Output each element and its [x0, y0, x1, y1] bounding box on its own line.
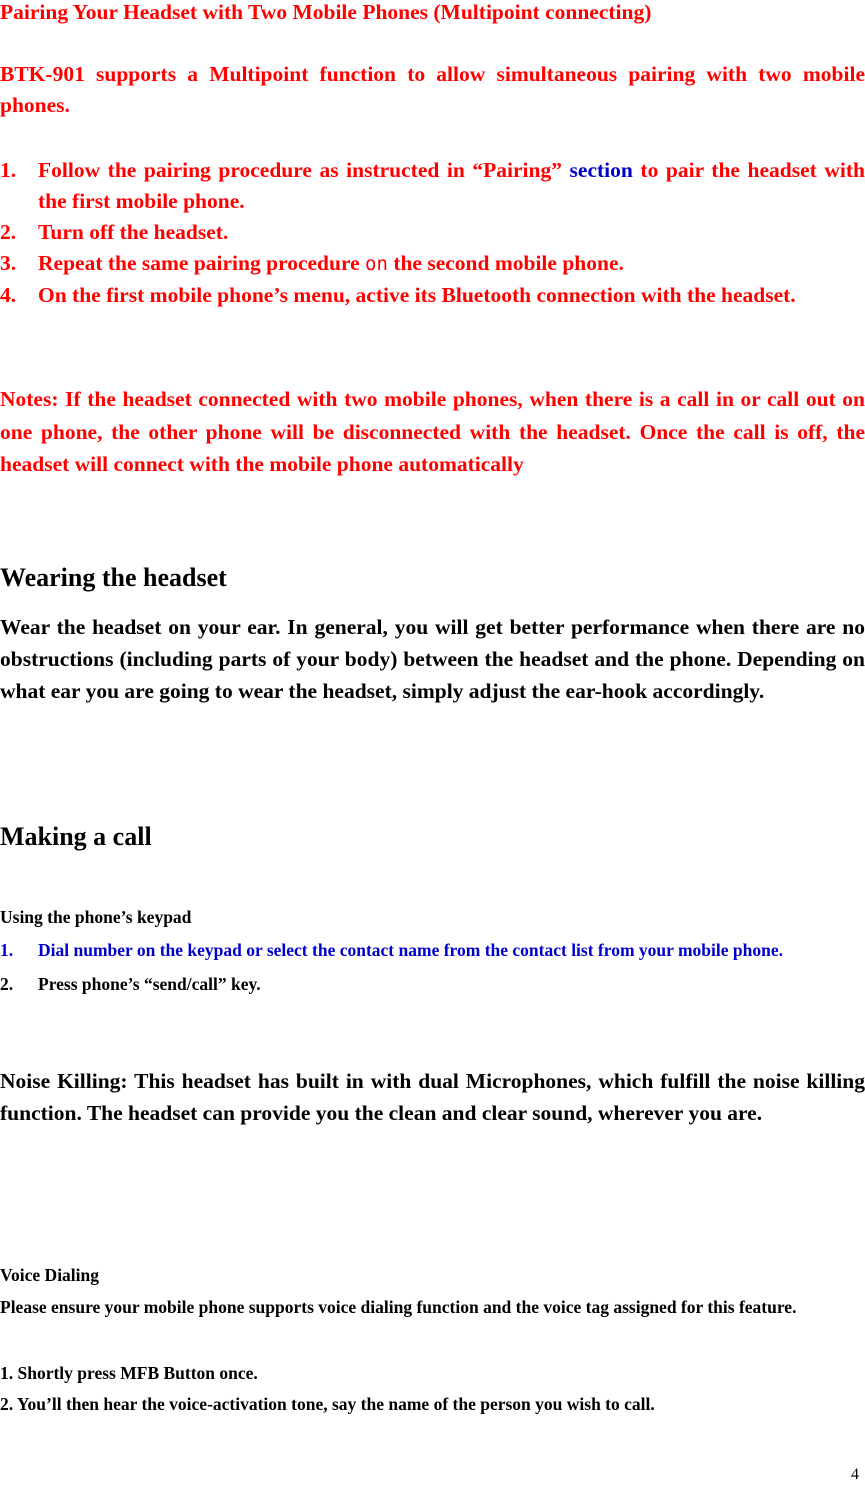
step-text: Dial number on the keypad or select the contact name from the contact list from your mobile phone.	[38, 940, 783, 960]
step-text-mono: on	[365, 253, 388, 275]
step-number: 1.	[0, 940, 14, 960]
step-text-end: the second mobile phone.	[387, 251, 624, 275]
section-link[interactable]: section	[569, 158, 633, 182]
pairing-steps	[0, 155, 865, 311]
pairing-title: Pairing Your Headset with Two Mobile Phones (Multipoint connecting)	[0, 0, 652, 24]
step-text-end: to pair the headset with the first mobile phone.	[38, 158, 865, 213]
call-step-2	[0, 968, 865, 1001]
step-number: 2.	[0, 220, 17, 244]
step-text: Press phone’s “send/call” key.	[38, 974, 261, 994]
step-number: 2.	[0, 974, 14, 994]
keypad-subheading: Using the phone’s keypad	[0, 907, 192, 927]
pairing-step-3	[0, 248, 865, 280]
step-text: On the first mobile phone’s menu, active its Bluetooth connection with the headset.	[38, 283, 796, 307]
pairing-step-2	[0, 217, 865, 248]
wearing-body: Wear the headset on your ear. In general, you will get better performance when there are no obstructions (including parts of your body) between the headset and the phone. Depending on what ear you are going to wear the headset, simply adjust the ear-hook accordingly.	[0, 615, 865, 703]
pairing-step-1	[0, 155, 865, 217]
step-number: 3.	[0, 251, 17, 275]
voice-heading: Voice Dialing	[0, 1265, 100, 1285]
call-step-1	[0, 934, 865, 967]
pairing-intro: BTK-901 supports a Multipoint function to allow simultaneous pairing with two mobile phones.	[0, 62, 865, 117]
step-text: Repeat the same pairing procedure	[38, 251, 366, 275]
noise-killing: Noise Killing: This headset has built in with dual Microphones, which fulfill the noise killing function. The headset can provide you the clean and clear sound, wherever you are.	[0, 1069, 865, 1125]
voice-step-1: 1. Shortly press MFB Button once.	[0, 1363, 258, 1383]
making-heading: Making a call	[0, 822, 152, 851]
step-number: 4.	[0, 283, 17, 307]
page-number: 4	[851, 1466, 859, 1483]
call-steps	[0, 934, 865, 1001]
pairing-notes: Notes: If the headset connected with two mobile phones, when there is a call in or call out on one phone, the other phone will be disconnected with the headset. Once the call is off, the headset will connect with the mobile phone automatically	[0, 387, 865, 476]
pairing-step-4	[0, 280, 865, 311]
step-text: Follow the pairing procedure as instructed in “Pairing”	[38, 158, 570, 182]
voice-body: Please ensure your mobile phone supports voice dialing function and the voice tag assigned for this feature.	[0, 1297, 797, 1317]
wearing-heading: Wearing the headset	[0, 563, 227, 592]
voice-step-2: 2. You’ll then hear the voice-activation tone, say the name of the person you wish to call.	[0, 1394, 655, 1414]
step-number: 1.	[0, 158, 17, 182]
step-text: Turn off the headset.	[38, 220, 229, 244]
